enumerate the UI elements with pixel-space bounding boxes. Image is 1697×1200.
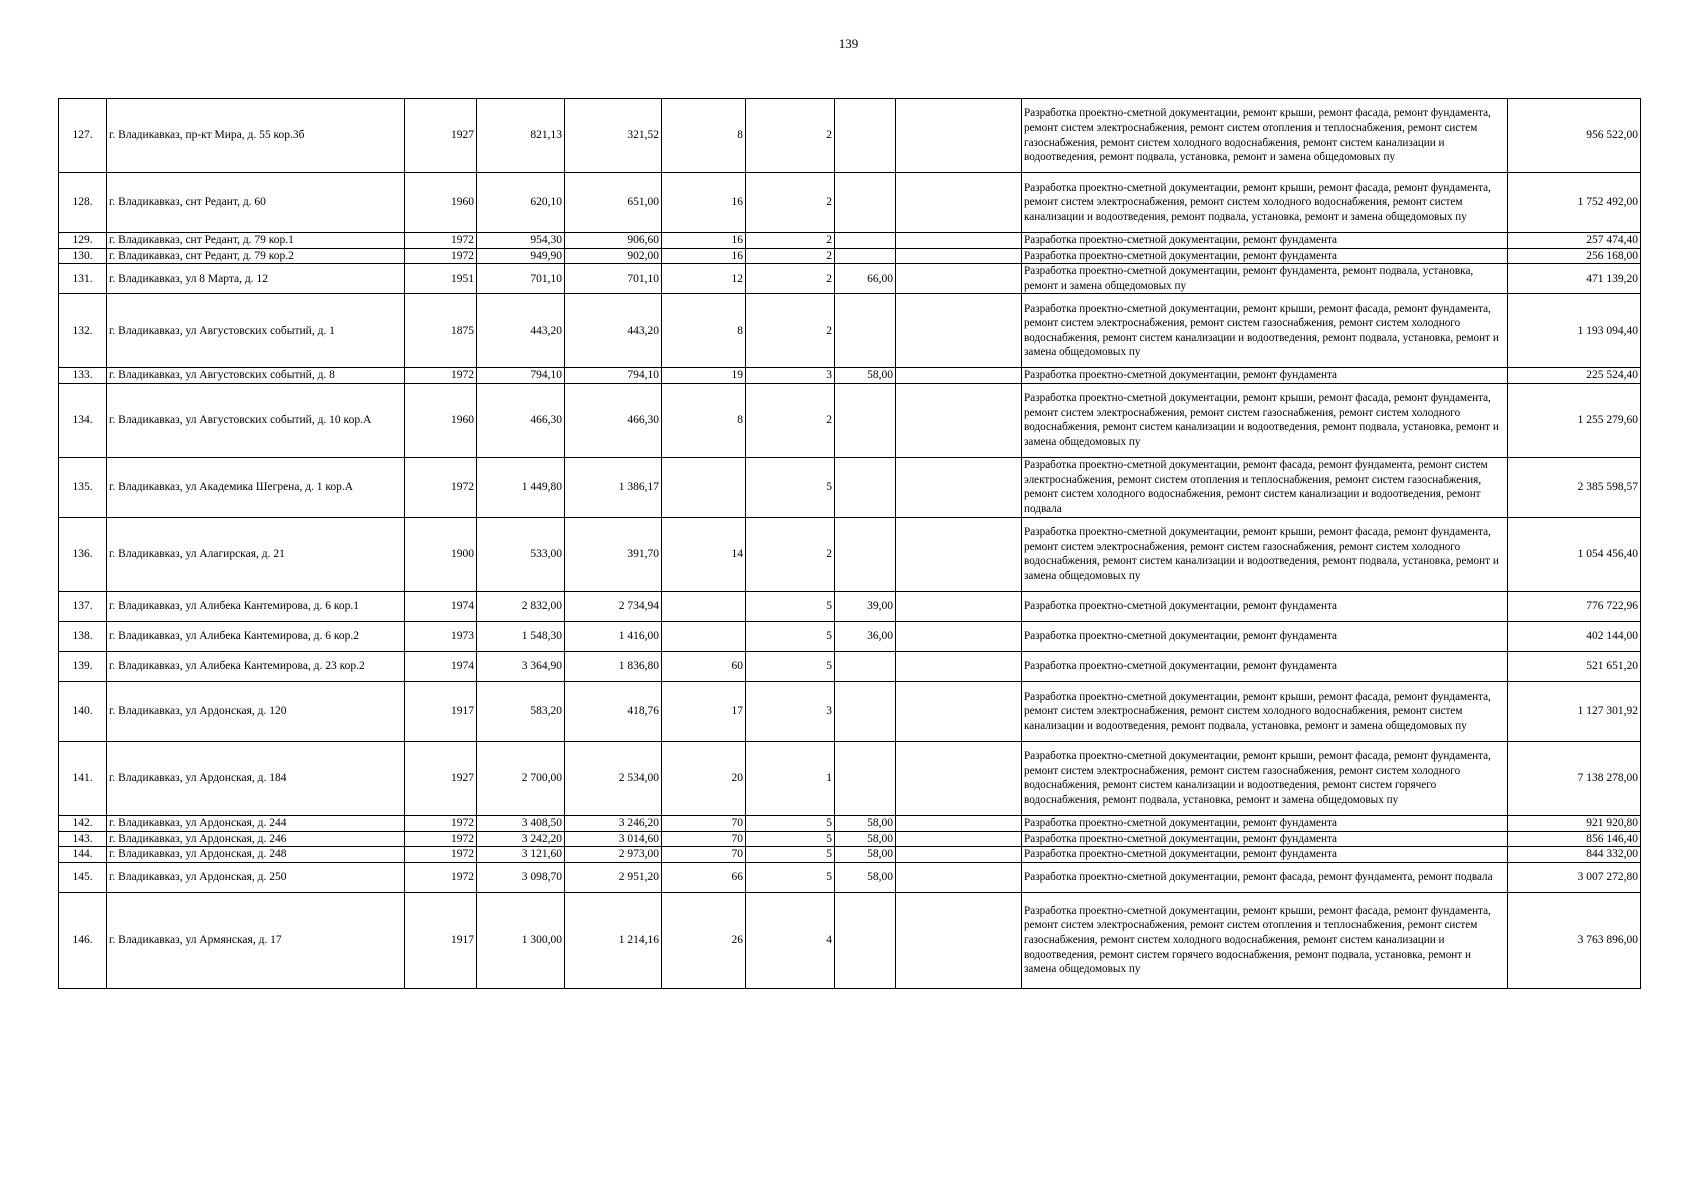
row-number: 139. [59, 651, 107, 681]
address-cell: г. Владикавказ, ул Ардонская, д. 248 [107, 847, 405, 863]
living-area-cell: 1 214,16 [565, 892, 662, 988]
row-number: 145. [59, 862, 107, 892]
works-cell: Разработка проектно-сметной документации, ремонт фундамента [1022, 621, 1508, 651]
total-area-cell: 1 548,30 [477, 621, 565, 651]
total-area-cell: 3 242,20 [477, 831, 565, 847]
cost-cell: 1 193 094,40 [1508, 294, 1641, 368]
empty-cell [896, 248, 1022, 264]
address-cell: г. Владикавказ, ул Августовских событий, д. 8 [107, 368, 405, 384]
year-cell: 1917 [405, 681, 477, 741]
extra-value-cell [835, 99, 896, 173]
address-cell: г. Владикавказ, ул 8 Марта, д. 12 [107, 264, 405, 294]
housing-repair-table [58, 98, 1641, 989]
extra-value-cell [835, 294, 896, 368]
empty-cell [896, 741, 1022, 815]
year-cell: 1927 [405, 741, 477, 815]
living-area-cell: 466,30 [565, 383, 662, 457]
year-cell: 1960 [405, 383, 477, 457]
floors-cell: 2 [746, 264, 835, 294]
year-cell: 1972 [405, 815, 477, 831]
cost-cell: 921 920,80 [1508, 815, 1641, 831]
floors-cell: 5 [746, 847, 835, 863]
address-cell: г. Владикавказ, ул Ардонская, д. 244 [107, 815, 405, 831]
extra-value-cell [835, 892, 896, 988]
row-number: 132. [59, 294, 107, 368]
year-cell: 1917 [405, 892, 477, 988]
empty-cell [896, 831, 1022, 847]
works-cell: Разработка проектно-сметной документации, ремонт фасада, ремонт фундамента, ремонт систем электроснабжения, ремонт систем отопления и теплоснабжения, ремонт систем газоснабжения, ремонт систем холодного водоснабжения, ремонт систем канализации и водоотведения, ремонт подвала [1022, 457, 1508, 517]
address-cell: г. Владикавказ, ул Армянская, д. 17 [107, 892, 405, 988]
table-row [59, 862, 1641, 892]
floors-cell: 3 [746, 368, 835, 384]
living-area-cell: 3 014,60 [565, 831, 662, 847]
row-number: 135. [59, 457, 107, 517]
works-cell: Разработка проектно-сметной документации, ремонт фасада, ремонт фундамента, ремонт подвала [1022, 862, 1508, 892]
empty-cell [896, 294, 1022, 368]
total-area-cell: 443,20 [477, 294, 565, 368]
table-row [59, 651, 1641, 681]
table-row [59, 457, 1641, 517]
year-cell: 1927 [405, 99, 477, 173]
address-cell: г. Владикавказ, ул Августовских событий, д. 1 [107, 294, 405, 368]
total-area-cell: 620,10 [477, 173, 565, 233]
table-row [59, 591, 1641, 621]
works-cell: Разработка проектно-сметной документации, ремонт крыши, ремонт фасада, ремонт фундамента, ремонт систем электроснабжения, ремонт систем холодного водоснабжения, ремонт систем канализации и водоотведения, ремонт подвала, установка, ремонт и замена общедомовых пу [1022, 681, 1508, 741]
floors-cell: 2 [746, 99, 835, 173]
total-area-cell: 1 300,00 [477, 892, 565, 988]
row-number: 143. [59, 831, 107, 847]
table-row [59, 831, 1641, 847]
address-cell: г. Владикавказ, ул Алибека Кантемирова, д. 6 кор.1 [107, 591, 405, 621]
address-cell: г. Владикавказ, снт Редант, д. 60 [107, 173, 405, 233]
living-area-cell: 651,00 [565, 173, 662, 233]
floors-cell: 2 [746, 517, 835, 591]
living-area-cell: 443,20 [565, 294, 662, 368]
year-cell: 1960 [405, 173, 477, 233]
floors-cell: 5 [746, 651, 835, 681]
cost-cell: 7 138 278,00 [1508, 741, 1641, 815]
works-cell: Разработка проектно-сметной документации, ремонт крыши, ремонт фасада, ремонт фундамента, ремонт систем электроснабжения, ремонт систем холодного водоснабжения, ремонт систем канализации и водоотведения, ремонт подвала, установка, ремонт и замена общедомовых пу [1022, 173, 1508, 233]
table-row [59, 173, 1641, 233]
works-cell: Разработка проектно-сметной документации, ремонт фундамента [1022, 651, 1508, 681]
row-number: 144. [59, 847, 107, 863]
extra-value-cell [835, 651, 896, 681]
floors-cell: 5 [746, 831, 835, 847]
extra-value-cell [835, 517, 896, 591]
residents-cell: 70 [662, 831, 746, 847]
address-cell: г. Владикавказ, ул Ардонская, д. 120 [107, 681, 405, 741]
residents-cell: 12 [662, 264, 746, 294]
cost-cell: 1 752 492,00 [1508, 173, 1641, 233]
cost-cell: 402 144,00 [1508, 621, 1641, 651]
works-cell: Разработка проектно-сметной документации, ремонт фундамента [1022, 248, 1508, 264]
address-cell: г. Владикавказ, ул Алибека Кантемирова, д. 23 кор.2 [107, 651, 405, 681]
total-area-cell: 1 449,80 [477, 457, 565, 517]
address-cell: г. Владикавказ, ул Августовских событий, д. 10 кор.А [107, 383, 405, 457]
living-area-cell: 2 534,00 [565, 741, 662, 815]
living-area-cell: 321,52 [565, 99, 662, 173]
empty-cell [896, 651, 1022, 681]
year-cell: 1972 [405, 248, 477, 264]
row-number: 142. [59, 815, 107, 831]
living-area-cell: 3 246,20 [565, 815, 662, 831]
extra-value-cell [835, 741, 896, 815]
floors-cell: 2 [746, 248, 835, 264]
cost-cell: 257 474,40 [1508, 233, 1641, 249]
floors-cell: 2 [746, 383, 835, 457]
extra-value-cell [835, 173, 896, 233]
total-area-cell: 533,00 [477, 517, 565, 591]
year-cell: 1974 [405, 591, 477, 621]
empty-cell [896, 517, 1022, 591]
address-cell: г. Владикавказ, снт Редант, д. 79 кор.1 [107, 233, 405, 249]
residents-cell: 16 [662, 173, 746, 233]
table-row [59, 741, 1641, 815]
empty-cell [896, 892, 1022, 988]
living-area-cell: 794,10 [565, 368, 662, 384]
cost-cell: 521 651,20 [1508, 651, 1641, 681]
floors-cell: 5 [746, 591, 835, 621]
living-area-cell: 906,60 [565, 233, 662, 249]
total-area-cell: 794,10 [477, 368, 565, 384]
residents-cell [662, 591, 746, 621]
row-number: 138. [59, 621, 107, 651]
cost-cell: 3 763 896,00 [1508, 892, 1641, 988]
cost-cell: 776 722,96 [1508, 591, 1641, 621]
row-number: 128. [59, 173, 107, 233]
empty-cell [896, 99, 1022, 173]
living-area-cell: 2 973,00 [565, 847, 662, 863]
row-number: 141. [59, 741, 107, 815]
total-area-cell: 821,13 [477, 99, 565, 173]
residents-cell: 60 [662, 651, 746, 681]
empty-cell [896, 368, 1022, 384]
table-row [59, 383, 1641, 457]
living-area-cell: 418,76 [565, 681, 662, 741]
year-cell: 1972 [405, 847, 477, 863]
residents-cell: 66 [662, 862, 746, 892]
total-area-cell: 466,30 [477, 383, 565, 457]
extra-value-cell [835, 233, 896, 249]
total-area-cell: 3 098,70 [477, 862, 565, 892]
floors-cell: 1 [746, 741, 835, 815]
living-area-cell: 1 836,80 [565, 651, 662, 681]
residents-cell: 8 [662, 294, 746, 368]
cost-cell: 256 168,00 [1508, 248, 1641, 264]
cost-cell: 1 127 301,92 [1508, 681, 1641, 741]
works-cell: Разработка проектно-сметной документации, ремонт фундамента, ремонт подвала, установка, ремонт и замена общедомовых пу [1022, 264, 1508, 294]
empty-cell [896, 681, 1022, 741]
cost-cell: 3 007 272,80 [1508, 862, 1641, 892]
empty-cell [896, 383, 1022, 457]
cost-cell: 225 524,40 [1508, 368, 1641, 384]
year-cell: 1974 [405, 651, 477, 681]
empty-cell [896, 591, 1022, 621]
row-number: 129. [59, 233, 107, 249]
year-cell: 1972 [405, 368, 477, 384]
year-cell: 1972 [405, 233, 477, 249]
total-area-cell: 2 832,00 [477, 591, 565, 621]
extra-value-cell: 58,00 [835, 831, 896, 847]
total-area-cell: 583,20 [477, 681, 565, 741]
floors-cell: 4 [746, 892, 835, 988]
year-cell: 1875 [405, 294, 477, 368]
extra-value-cell: 58,00 [835, 368, 896, 384]
empty-cell [896, 173, 1022, 233]
extra-value-cell [835, 248, 896, 264]
year-cell: 1972 [405, 862, 477, 892]
extra-value-cell: 36,00 [835, 621, 896, 651]
empty-cell [896, 233, 1022, 249]
row-number: 137. [59, 591, 107, 621]
residents-cell: 8 [662, 99, 746, 173]
row-number: 133. [59, 368, 107, 384]
page-number: 139 [838, 36, 859, 51]
table-row [59, 815, 1641, 831]
year-cell: 1972 [405, 831, 477, 847]
empty-cell [896, 457, 1022, 517]
floors-cell: 5 [746, 621, 835, 651]
floors-cell: 3 [746, 681, 835, 741]
extra-value-cell: 66,00 [835, 264, 896, 294]
works-cell: Разработка проектно-сметной документации, ремонт фундамента [1022, 815, 1508, 831]
floors-cell: 5 [746, 815, 835, 831]
year-cell: 1973 [405, 621, 477, 651]
address-cell: г. Владикавказ, ул Алагирская, д. 21 [107, 517, 405, 591]
extra-value-cell: 58,00 [835, 847, 896, 863]
row-number: 136. [59, 517, 107, 591]
row-number: 127. [59, 99, 107, 173]
table-row [59, 248, 1641, 264]
empty-cell [896, 264, 1022, 294]
residents-cell: 14 [662, 517, 746, 591]
residents-cell [662, 621, 746, 651]
residents-cell: 16 [662, 248, 746, 264]
table-row [59, 892, 1641, 988]
cost-cell: 2 385 598,57 [1508, 457, 1641, 517]
table-row [59, 368, 1641, 384]
living-area-cell: 2 951,20 [565, 862, 662, 892]
total-area-cell: 2 700,00 [477, 741, 565, 815]
works-cell: Разработка проектно-сметной документации, ремонт крыши, ремонт фасада, ремонт фундамента, ремонт систем электроснабжения, ремонт систем отопления и теплоснабжения, ремонт систем газоснабжения, ремонт систем холодного водоснабжения, ремонт систем канализации и водоотведения, ремонт систем горячего водоснабжения, ремонт подвала, установка, ремонт и замена общедомовых пу [1022, 892, 1508, 988]
living-area-cell: 902,00 [565, 248, 662, 264]
address-cell: г. Владикавказ, ул Академика Шегрена, д. 1 кор.А [107, 457, 405, 517]
year-cell: 1951 [405, 264, 477, 294]
empty-cell [896, 847, 1022, 863]
works-cell: Разработка проектно-сметной документации, ремонт крыши, ремонт фасада, ремонт фундамента, ремонт систем электроснабжения, ремонт систем газоснабжения, ремонт систем холодного водоснабжения, ремонт систем канализации и водоотведения, ремонт подвала, установка, ремонт и замена общедомовых пу [1022, 294, 1508, 368]
table-row [59, 233, 1641, 249]
row-number: 146. [59, 892, 107, 988]
cost-cell: 956 522,00 [1508, 99, 1641, 173]
row-number: 134. [59, 383, 107, 457]
works-cell: Разработка проектно-сметной документации, ремонт фундамента [1022, 233, 1508, 249]
works-cell: Разработка проектно-сметной документации, ремонт фундамента [1022, 368, 1508, 384]
cost-cell: 856 146,40 [1508, 831, 1641, 847]
works-cell: Разработка проектно-сметной документации, ремонт фундамента [1022, 591, 1508, 621]
address-cell: г. Владикавказ, ул Ардонская, д. 184 [107, 741, 405, 815]
living-area-cell: 701,10 [565, 264, 662, 294]
table-row [59, 99, 1641, 173]
works-cell: Разработка проектно-сметной документации, ремонт крыши, ремонт фасада, ремонт фундамента, ремонт систем электроснабжения, ремонт систем газоснабжения, ремонт систем холодного водоснабжения, ремонт систем канализации и водоотведения, ремонт подвала, установка, ремонт и замена общедомовых пу [1022, 517, 1508, 591]
total-area-cell: 3 408,50 [477, 815, 565, 831]
table-row [59, 294, 1641, 368]
floors-cell: 2 [746, 233, 835, 249]
table-row [59, 621, 1641, 651]
residents-cell: 26 [662, 892, 746, 988]
cost-cell: 1 255 279,60 [1508, 383, 1641, 457]
address-cell: г. Владикавказ, снт Редант, д. 79 кор.2 [107, 248, 405, 264]
extra-value-cell [835, 681, 896, 741]
total-area-cell: 701,10 [477, 264, 565, 294]
residents-cell: 70 [662, 847, 746, 863]
total-area-cell: 3 364,90 [477, 651, 565, 681]
address-cell: г. Владикавказ, ул Алибека Кантемирова, д. 6 кор.2 [107, 621, 405, 651]
table-row [59, 517, 1641, 591]
table-row [59, 264, 1641, 294]
year-cell: 1972 [405, 457, 477, 517]
cost-cell: 471 139,20 [1508, 264, 1641, 294]
address-cell: г. Владикавказ, ул Ардонская, д. 246 [107, 831, 405, 847]
floors-cell: 2 [746, 173, 835, 233]
cost-cell: 844 332,00 [1508, 847, 1641, 863]
residents-cell: 70 [662, 815, 746, 831]
residents-cell: 16 [662, 233, 746, 249]
row-number: 131. [59, 264, 107, 294]
table-row [59, 847, 1641, 863]
total-area-cell: 954,30 [477, 233, 565, 249]
address-cell: г. Владикавказ, ул Ардонская, д. 250 [107, 862, 405, 892]
living-area-cell: 391,70 [565, 517, 662, 591]
row-number: 130. [59, 248, 107, 264]
works-cell: Разработка проектно-сметной документации, ремонт крыши, ремонт фасада, ремонт фундамента, ремонт систем электроснабжения, ремонт систем отопления и теплоснабжения, ремонт систем газоснабжения, ремонт систем холодного водоснабжения, ремонт систем канализации и водоотведения, ремонт подвала, установка, ремонт и замена общедомовых пу [1022, 99, 1508, 173]
total-area-cell: 949,90 [477, 248, 565, 264]
extra-value-cell [835, 383, 896, 457]
total-area-cell: 3 121,60 [477, 847, 565, 863]
living-area-cell: 2 734,94 [565, 591, 662, 621]
cost-cell: 1 054 456,40 [1508, 517, 1641, 591]
row-number: 140. [59, 681, 107, 741]
floors-cell: 5 [746, 457, 835, 517]
works-cell: Разработка проектно-сметной документации, ремонт крыши, ремонт фасада, ремонт фундамента, ремонт систем электроснабжения, ремонт систем газоснабжения, ремонт систем холодного водоснабжения, ремонт систем канализации и водоотведения, ремонт подвала, установка, ремонт и замена общедомовых пу [1022, 383, 1508, 457]
extra-value-cell [835, 457, 896, 517]
extra-value-cell: 58,00 [835, 862, 896, 892]
living-area-cell: 1 416,00 [565, 621, 662, 651]
residents-cell: 8 [662, 383, 746, 457]
floors-cell: 2 [746, 294, 835, 368]
floors-cell: 5 [746, 862, 835, 892]
address-cell: г. Владикавказ, пр-кт Мира, д. 55 кор.3б [107, 99, 405, 173]
living-area-cell: 1 386,17 [565, 457, 662, 517]
works-cell: Разработка проектно-сметной документации, ремонт фундамента [1022, 831, 1508, 847]
extra-value-cell: 58,00 [835, 815, 896, 831]
extra-value-cell: 39,00 [835, 591, 896, 621]
works-cell: Разработка проектно-сметной документации, ремонт фундамента [1022, 847, 1508, 863]
residents-cell [662, 457, 746, 517]
residents-cell: 19 [662, 368, 746, 384]
works-cell: Разработка проектно-сметной документации, ремонт крыши, ремонт фасада, ремонт фундамента, ремонт систем электроснабжения, ремонт систем газоснабжения, ремонт систем холодного водоснабжения, ремонт систем канализации и водоотведения, ремонт систем горячего водоснабжения, ремонт подвала, установка, ремонт и замена общедомовых пу [1022, 741, 1508, 815]
empty-cell [896, 621, 1022, 651]
empty-cell [896, 862, 1022, 892]
year-cell: 1900 [405, 517, 477, 591]
residents-cell: 20 [662, 741, 746, 815]
table-row [59, 681, 1641, 741]
empty-cell [896, 815, 1022, 831]
residents-cell: 17 [662, 681, 746, 741]
